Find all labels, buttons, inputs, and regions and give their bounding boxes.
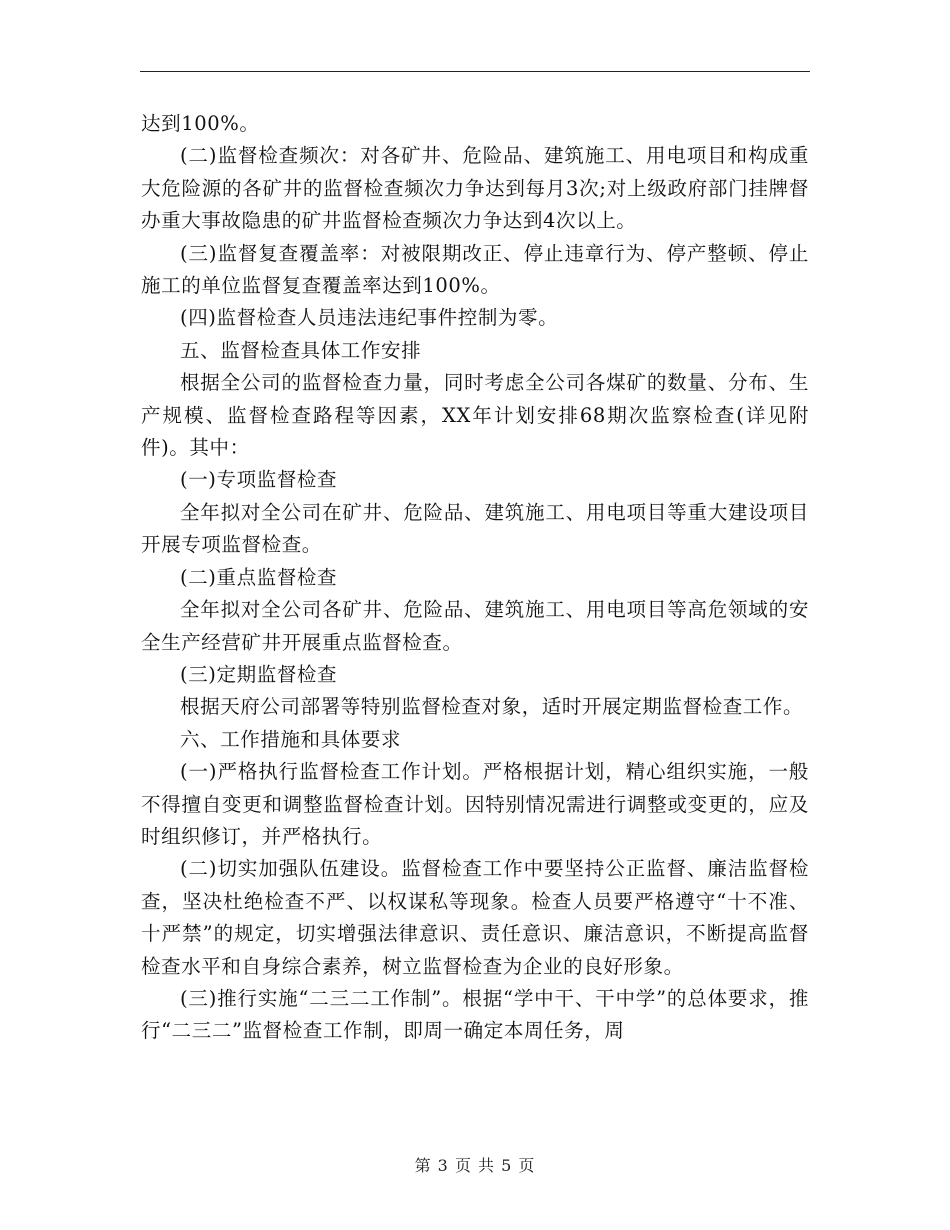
- page-number: 第 3 页 共 5 页: [414, 1156, 536, 1175]
- paragraph: 全年拟对全公司在矿井、危险品、建筑施工、用电项目等重大建设项目开展专项监督检查。: [141, 500, 809, 557]
- paragraph: 根据全公司的监督检查力量，同时考虑全公司各煤矿的数量、分布、生产规模、监督检查路程等因素，XX年计划安排68期次监察检查(详见附件)。其中：: [141, 371, 809, 460]
- subsection-heading: (三)定期监督检查: [180, 662, 338, 686]
- paragraph: 全年拟对全公司各矿井、危险品、建筑施工、用电项目等高危领域的安全生产经营矿井开展重点监督检查。: [141, 598, 809, 654]
- section-heading: 六、工作措施和具体要求: [180, 727, 402, 751]
- paragraph: (三)监督复查覆盖率：对被限期改正、停止违章行为、停产整顿、停止施工的单位监督复查覆盖率达到100%。: [141, 241, 809, 298]
- header-rule: [140, 71, 810, 72]
- paragraph: 根据天府公司部署等特别监督检查对象，适时开展定期监督检查工作。: [180, 695, 804, 719]
- section-heading: 五、监督检查具体工作安排: [180, 338, 422, 362]
- paragraph: (一)严格执行监督检查工作计划。严格根据计划，精心组织实施，一般不得擅自变更和调整监督检查计划。因特别情况需进行调整或变更的，应及时组织修订，并严格执行。: [141, 760, 809, 848]
- paragraph: (二)切实加强队伍建设。监督检查工作中要坚持公正监督、廉洁监督检查，坚决杜绝检查不严、以权谋私等现象。检查人员要严格遵守“十不准、十严禁”的规定，切实增强法律意识、责任意识、廉洁意识，不断提高监督检查水平和自身综合素养，树立监督检查为企业的良好形象。: [141, 857, 809, 978]
- document-body: [141, 108, 809, 1048]
- paragraph: (四)监督检查人员违法违纪事件控制为零。: [180, 306, 559, 330]
- paragraph: (三)推行实施“二三二工作制”。根据“学中干、干中学”的总体要求，推行“二三二”监督检查工作制，即周一确定本周任务，周: [141, 986, 809, 1043]
- subsection-heading: (一)专项监督检查: [180, 468, 338, 492]
- subsection-heading: (二)重点监督检查: [180, 565, 338, 589]
- paragraph: (二)监督检查频次：对各矿井、危险品、建筑施工、用电项目和构成重大危险源的各矿井的监督检查频次力争达到每月3次;对上级政府部门挂牌督办重大事故隐患的矿井监督检查频次力争达到4次以上。: [141, 144, 809, 233]
- paragraph: 达到100%。: [141, 112, 260, 135]
